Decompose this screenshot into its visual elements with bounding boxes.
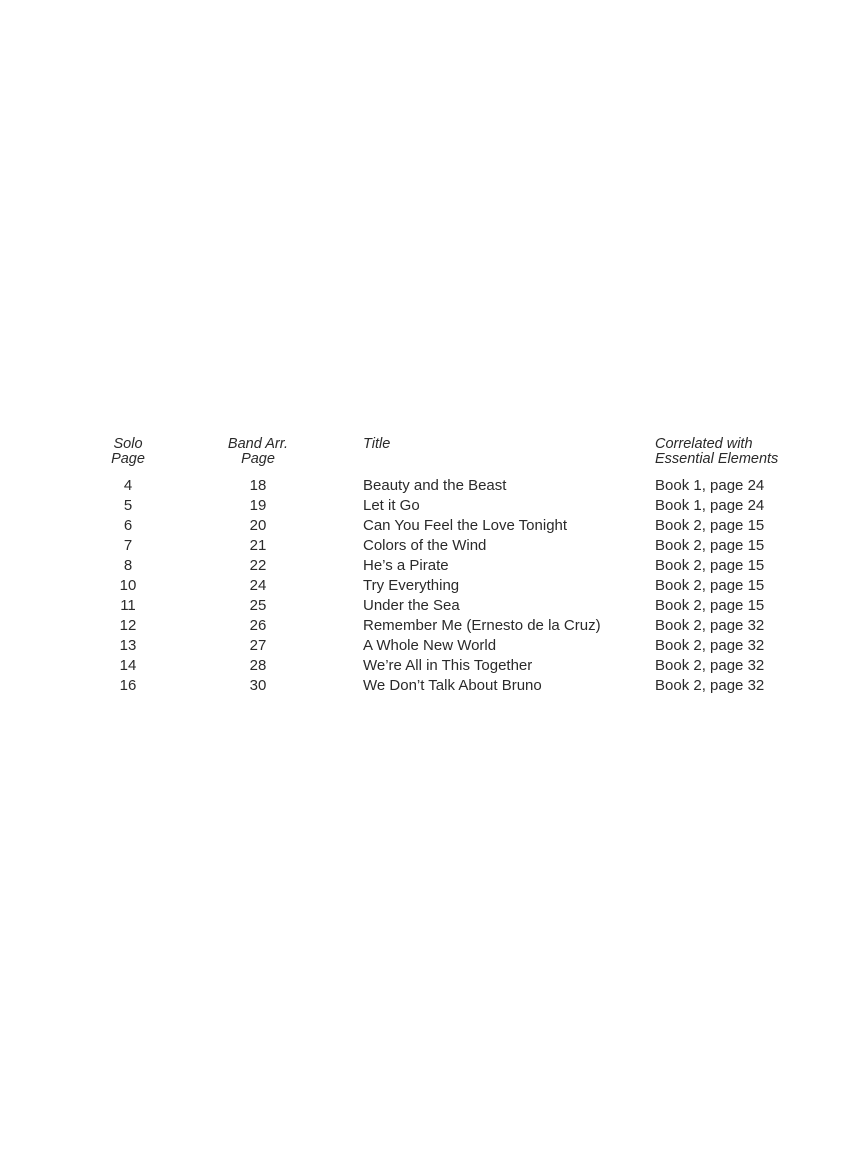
solo-page-cell: 4 — [123, 477, 133, 494]
table-row — [0, 557, 864, 577]
table-row — [0, 477, 864, 497]
correlated-cell: Book 2, page 32 — [655, 617, 765, 634]
correlated-cell: Book 2, page 15 — [655, 537, 765, 554]
solo-header-line2: Page — [111, 451, 145, 467]
title-cell: Try Everything — [363, 577, 460, 594]
title-cell: Can You Feel the Love Tonight — [363, 517, 568, 534]
title-cell: We’re All in This Together — [363, 657, 533, 674]
table-row — [0, 637, 864, 657]
band-arr-page-cell: 27 — [249, 637, 267, 654]
band-arr-page-header — [218, 437, 298, 467]
solo-page-header — [98, 437, 158, 467]
table-row — [0, 597, 864, 617]
table-row — [0, 537, 864, 557]
title-cell: Beauty and the Beast — [363, 477, 507, 494]
band-header-line1: Band Arr. — [227, 436, 289, 452]
title-cell: A Whole New World — [363, 637, 497, 654]
table-of-contents — [0, 436, 864, 694]
band-header-line2: Page — [241, 451, 275, 467]
band-arr-page-cell: 19 — [249, 497, 267, 514]
correlated-cell: Book 2, page 15 — [655, 557, 765, 574]
correlated-cell: Book 2, page 32 — [655, 637, 765, 654]
band-arr-page-cell: 24 — [249, 577, 267, 594]
solo-page-cell: 16 — [119, 677, 137, 694]
solo-page-cell: 7 — [123, 537, 133, 554]
title-header-text: Title — [363, 436, 391, 452]
table-header — [0, 437, 864, 477]
table-row — [0, 657, 864, 677]
corr-header-line2: Essential Elements — [655, 451, 779, 467]
title-cell: Colors of the Wind — [363, 537, 487, 554]
band-arr-page-cell: 26 — [249, 617, 267, 634]
band-arr-page-cell: 22 — [249, 557, 267, 574]
solo-page-cell: 6 — [123, 517, 133, 534]
table-row — [0, 497, 864, 517]
title-cell: Remember Me (Ernesto de la Cruz) — [363, 617, 601, 634]
band-arr-page-cell: 21 — [249, 537, 267, 554]
band-arr-page-cell: 20 — [249, 517, 267, 534]
table-row — [0, 517, 864, 537]
solo-page-cell: 8 — [123, 557, 133, 574]
solo-header-line1: Solo — [113, 436, 143, 452]
correlated-cell: Book 2, page 32 — [655, 657, 765, 674]
solo-page-cell: 5 — [123, 497, 133, 514]
band-arr-page-cell: 30 — [249, 677, 267, 694]
band-arr-page-cell: 18 — [249, 477, 267, 494]
solo-page-cell: 12 — [119, 617, 137, 634]
table-row — [0, 677, 864, 697]
correlated-cell: Book 1, page 24 — [655, 497, 765, 514]
title-cell: He’s a Pirate — [363, 557, 449, 574]
table-row — [0, 617, 864, 637]
correlated-header — [655, 437, 778, 467]
title-cell: Let it Go — [363, 497, 420, 514]
correlated-cell: Book 2, page 15 — [655, 577, 765, 594]
title-cell: Under the Sea — [363, 597, 460, 614]
solo-page-cell: 10 — [119, 577, 137, 594]
title-header — [363, 437, 390, 452]
correlated-cell: Book 2, page 32 — [655, 677, 765, 694]
solo-page-cell: 11 — [120, 597, 136, 614]
title-cell: We Don’t Talk About Bruno — [363, 677, 542, 694]
correlated-cell: Book 1, page 24 — [655, 477, 765, 494]
correlated-cell: Book 2, page 15 — [655, 517, 765, 534]
table-body — [0, 477, 864, 697]
correlated-cell: Book 2, page 15 — [655, 597, 765, 614]
solo-page-cell: 14 — [119, 657, 137, 674]
corr-header-line1: Correlated with — [655, 436, 753, 452]
table-row — [0, 577, 864, 597]
band-arr-page-cell: 28 — [249, 657, 267, 674]
solo-page-cell: 13 — [119, 637, 137, 654]
band-arr-page-cell: 25 — [249, 597, 267, 614]
